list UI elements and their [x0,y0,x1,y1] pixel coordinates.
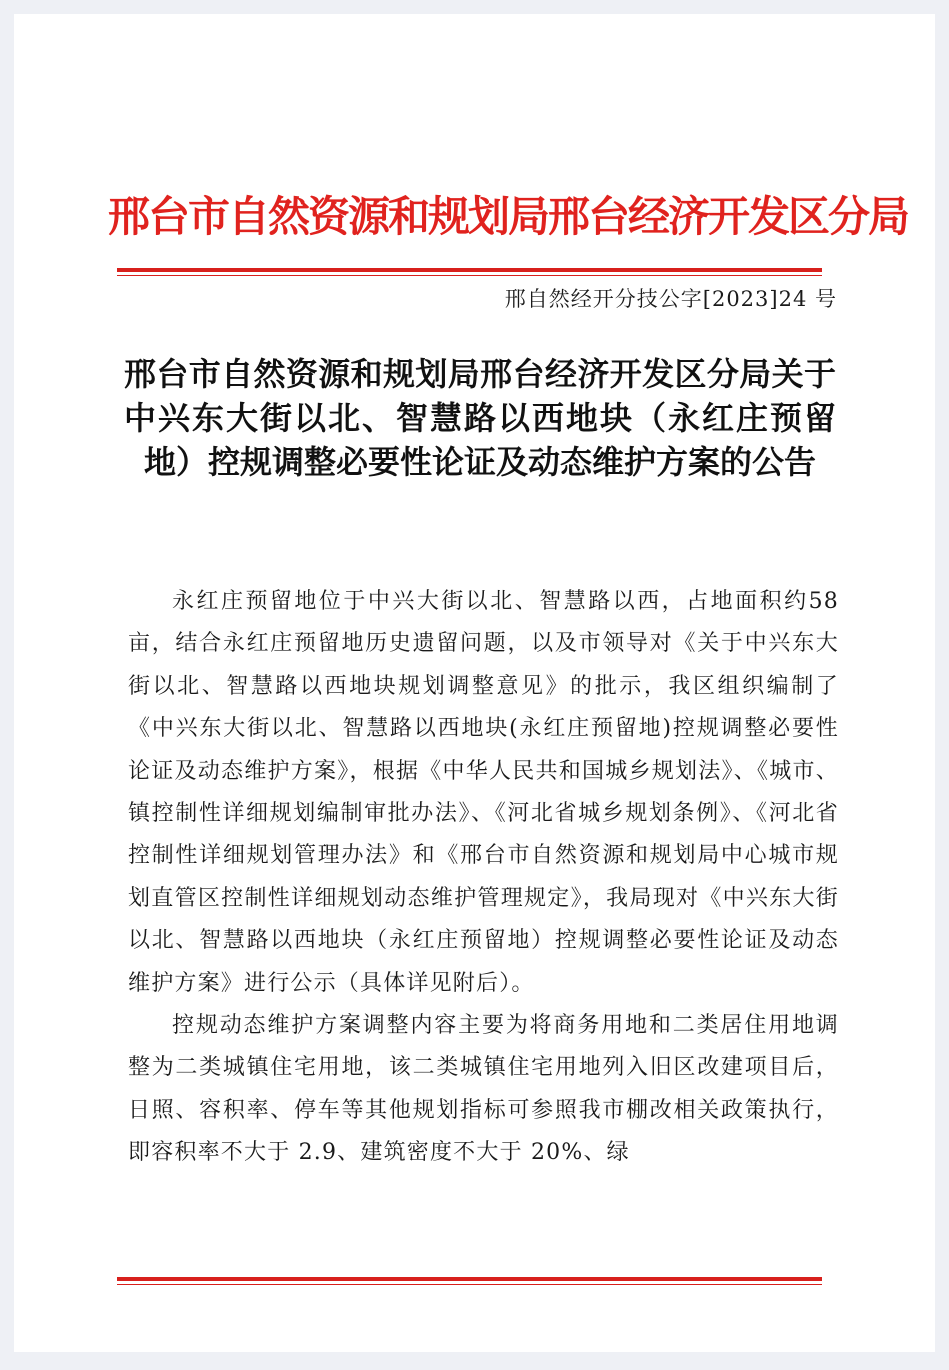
footer-red-rule [117,1277,822,1285]
header-red-rule [117,268,822,276]
header-rule-thin-line [117,275,822,276]
agency-header: 邢台市自然资源和规划局邢台经济开发区分局 [108,192,909,241]
footer-rule-thick-line [117,1277,822,1281]
announcement-body [128,581,839,1175]
header-rule-thick-line [117,268,822,272]
footer-rule-thin-line [117,1284,822,1285]
body-paragraph-1: 永红庄预留地位于中兴大街以北、智慧路以西，占地面积约58亩，结合永红庄预留地历史遗留问题，以及市领导对《关于中兴东大街以北、智慧路以西地块规划调整意见》的批示，我区组织编制了《中兴东大街以北、智慧路以西地块(永红庄预留地)控规调整必要性论证及动态维护方案》，根据《中华人民共和国城乡规划法》、《城市、镇控制性详细规划编制审批办法》、《河北省城乡规划条例》、《河北省控制性详细规划管理办法》和《邢台市自然资源和规划局中心城市规划直管区控制性详细规划动态维护管理规定》，我局现对《中兴东大街以北、智慧路以西地块（永红庄预留地）控规调整必要性论证及动态维护方案》进行公示（具体详见附后）。 [128,589,839,996]
body-paragraph-2: 控规动态维护方案调整内容主要为将商务用地和二类居住用地调整为二类城镇住宅用地，该二类城镇住宅用地列入旧区改建项目后，日照、容积率、停车等其他规划指标可参照我市棚改相关政策执行，即容积率不大于 2.9、建筑密度不大于 20%、绿 [128,1013,839,1166]
document-number: 邢自然经开分技公字[2023]24 号 [504,287,837,311]
announcement-title: 邢台市自然资源和规划局邢台经济开发区分局关于中兴东大街以北、智慧路以西地块（永红庄预留地）控规调整必要性论证及动态维护方案的公告 [124,355,836,481]
